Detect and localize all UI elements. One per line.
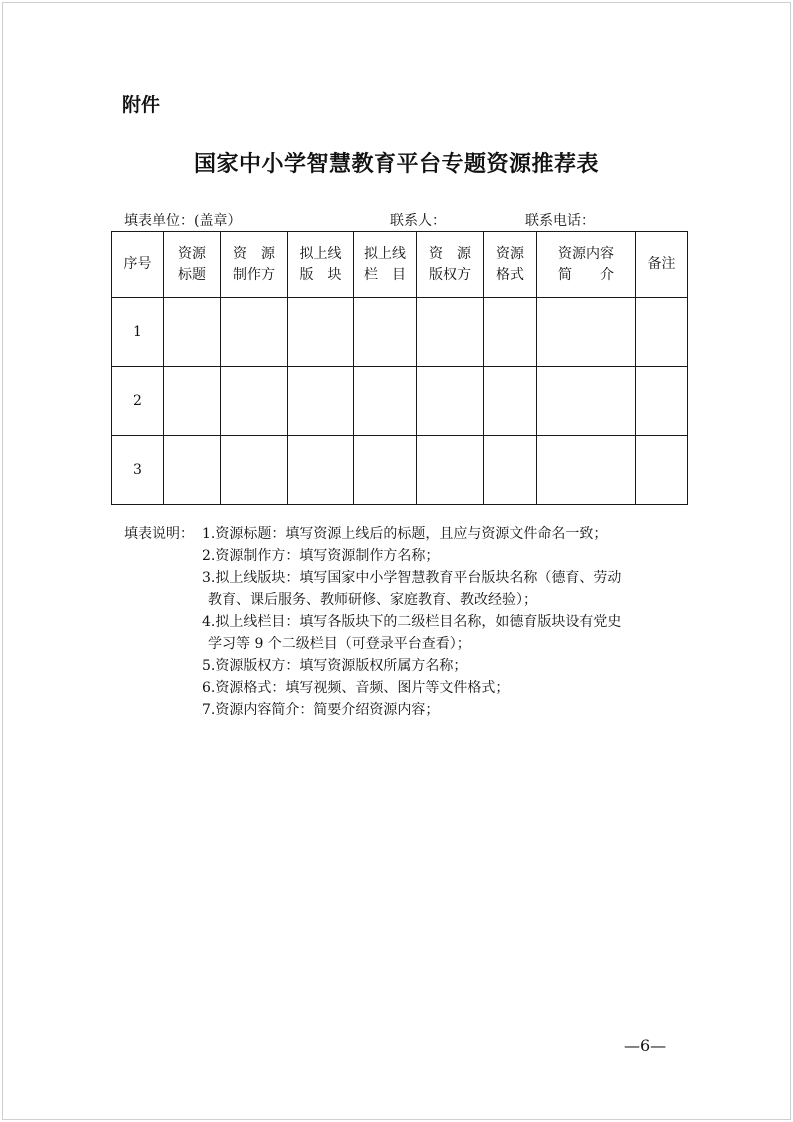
contact-person-label: 联系人： <box>390 213 446 229</box>
table-cell[interactable] <box>636 367 688 436</box>
table-cell[interactable] <box>537 298 636 367</box>
row-number-cell: 1 <box>112 298 164 367</box>
header-cell-section: 拟上线 版 块 <box>288 232 354 298</box>
note-item: 5.资源版权方：填写资源版权所属方名称； <box>202 658 468 674</box>
table-cell[interactable] <box>221 367 288 436</box>
table-cell[interactable] <box>164 367 221 436</box>
header-cell-copyright: 资 源 版权方 <box>417 232 484 298</box>
table-cell[interactable] <box>417 367 484 436</box>
note-item: 4.拟上线栏目：填写各版块下的二级栏目名称，如德育版块设有党史 <box>202 614 622 630</box>
row-number-cell: 3 <box>112 436 164 505</box>
table-cell[interactable] <box>164 298 221 367</box>
table-cell[interactable] <box>288 298 354 367</box>
resource-recommendation-table <box>111 231 688 505</box>
note-item: 3.拟上线版块：填写国家中小学智慧教育平台版块名称（德育、劳动 <box>202 570 622 586</box>
header-cell-format: 资源 格式 <box>484 232 537 298</box>
table-cell[interactable] <box>484 298 537 367</box>
table-cell[interactable] <box>636 436 688 505</box>
header-cell-column: 拟上线 栏 目 <box>354 232 417 298</box>
table-row <box>112 436 688 505</box>
table-cell[interactable] <box>288 436 354 505</box>
note-item-continuation: 教育、课后服务、教师研修、家庭教育、教改经验）； <box>208 592 537 608</box>
table-cell[interactable] <box>537 367 636 436</box>
row-number-cell: 2 <box>112 367 164 436</box>
contact-phone-label: 联系电话： <box>525 213 595 229</box>
table-row <box>112 367 688 436</box>
table-header-row <box>112 232 688 298</box>
table-cell[interactable] <box>484 367 537 436</box>
table-cell[interactable] <box>354 436 417 505</box>
header-cell-no: 序号 <box>112 232 164 298</box>
table-cell[interactable] <box>354 298 417 367</box>
table-cell[interactable] <box>164 436 221 505</box>
table-cell[interactable] <box>221 436 288 505</box>
table-cell[interactable] <box>484 436 537 505</box>
header-cell-producer: 资 源 制作方 <box>221 232 288 298</box>
note-item: 7.资源内容简介：简要介绍资源内容； <box>202 702 440 718</box>
note-item: 2.资源制作方：填写资源制作方名称； <box>202 548 440 564</box>
table-row <box>112 298 688 367</box>
table-cell[interactable] <box>417 436 484 505</box>
fill-unit-label: 填表单位：(盖章） <box>124 213 242 229</box>
notes-label: 填表说明： <box>124 526 194 542</box>
table-cell[interactable] <box>417 298 484 367</box>
table-cell[interactable] <box>354 367 417 436</box>
table-cell[interactable] <box>636 298 688 367</box>
table-cell[interactable] <box>537 436 636 505</box>
note-item: 1.资源标题：填写资源上线后的标题，且应与资源文件命名一致； <box>202 526 608 542</box>
note-item-continuation: 学习等 9 个二级栏目（可登录平台查看）； <box>208 636 471 652</box>
page-title: 国家中小学智慧教育平台专题资源推荐表 <box>193 151 599 177</box>
note-item: 6.资源格式：填写视频、音频、图片等文件格式； <box>202 680 510 696</box>
table-cell[interactable] <box>221 298 288 367</box>
page-number: —6— <box>624 1036 667 1055</box>
header-cell-remarks: 备注 <box>636 232 688 298</box>
table-cell[interactable] <box>288 367 354 436</box>
header-cell-title: 资源 标题 <box>164 232 221 298</box>
header-cell-summary: 资源内容 简 介 <box>537 232 636 298</box>
attachment-label: 附件 <box>122 94 161 116</box>
